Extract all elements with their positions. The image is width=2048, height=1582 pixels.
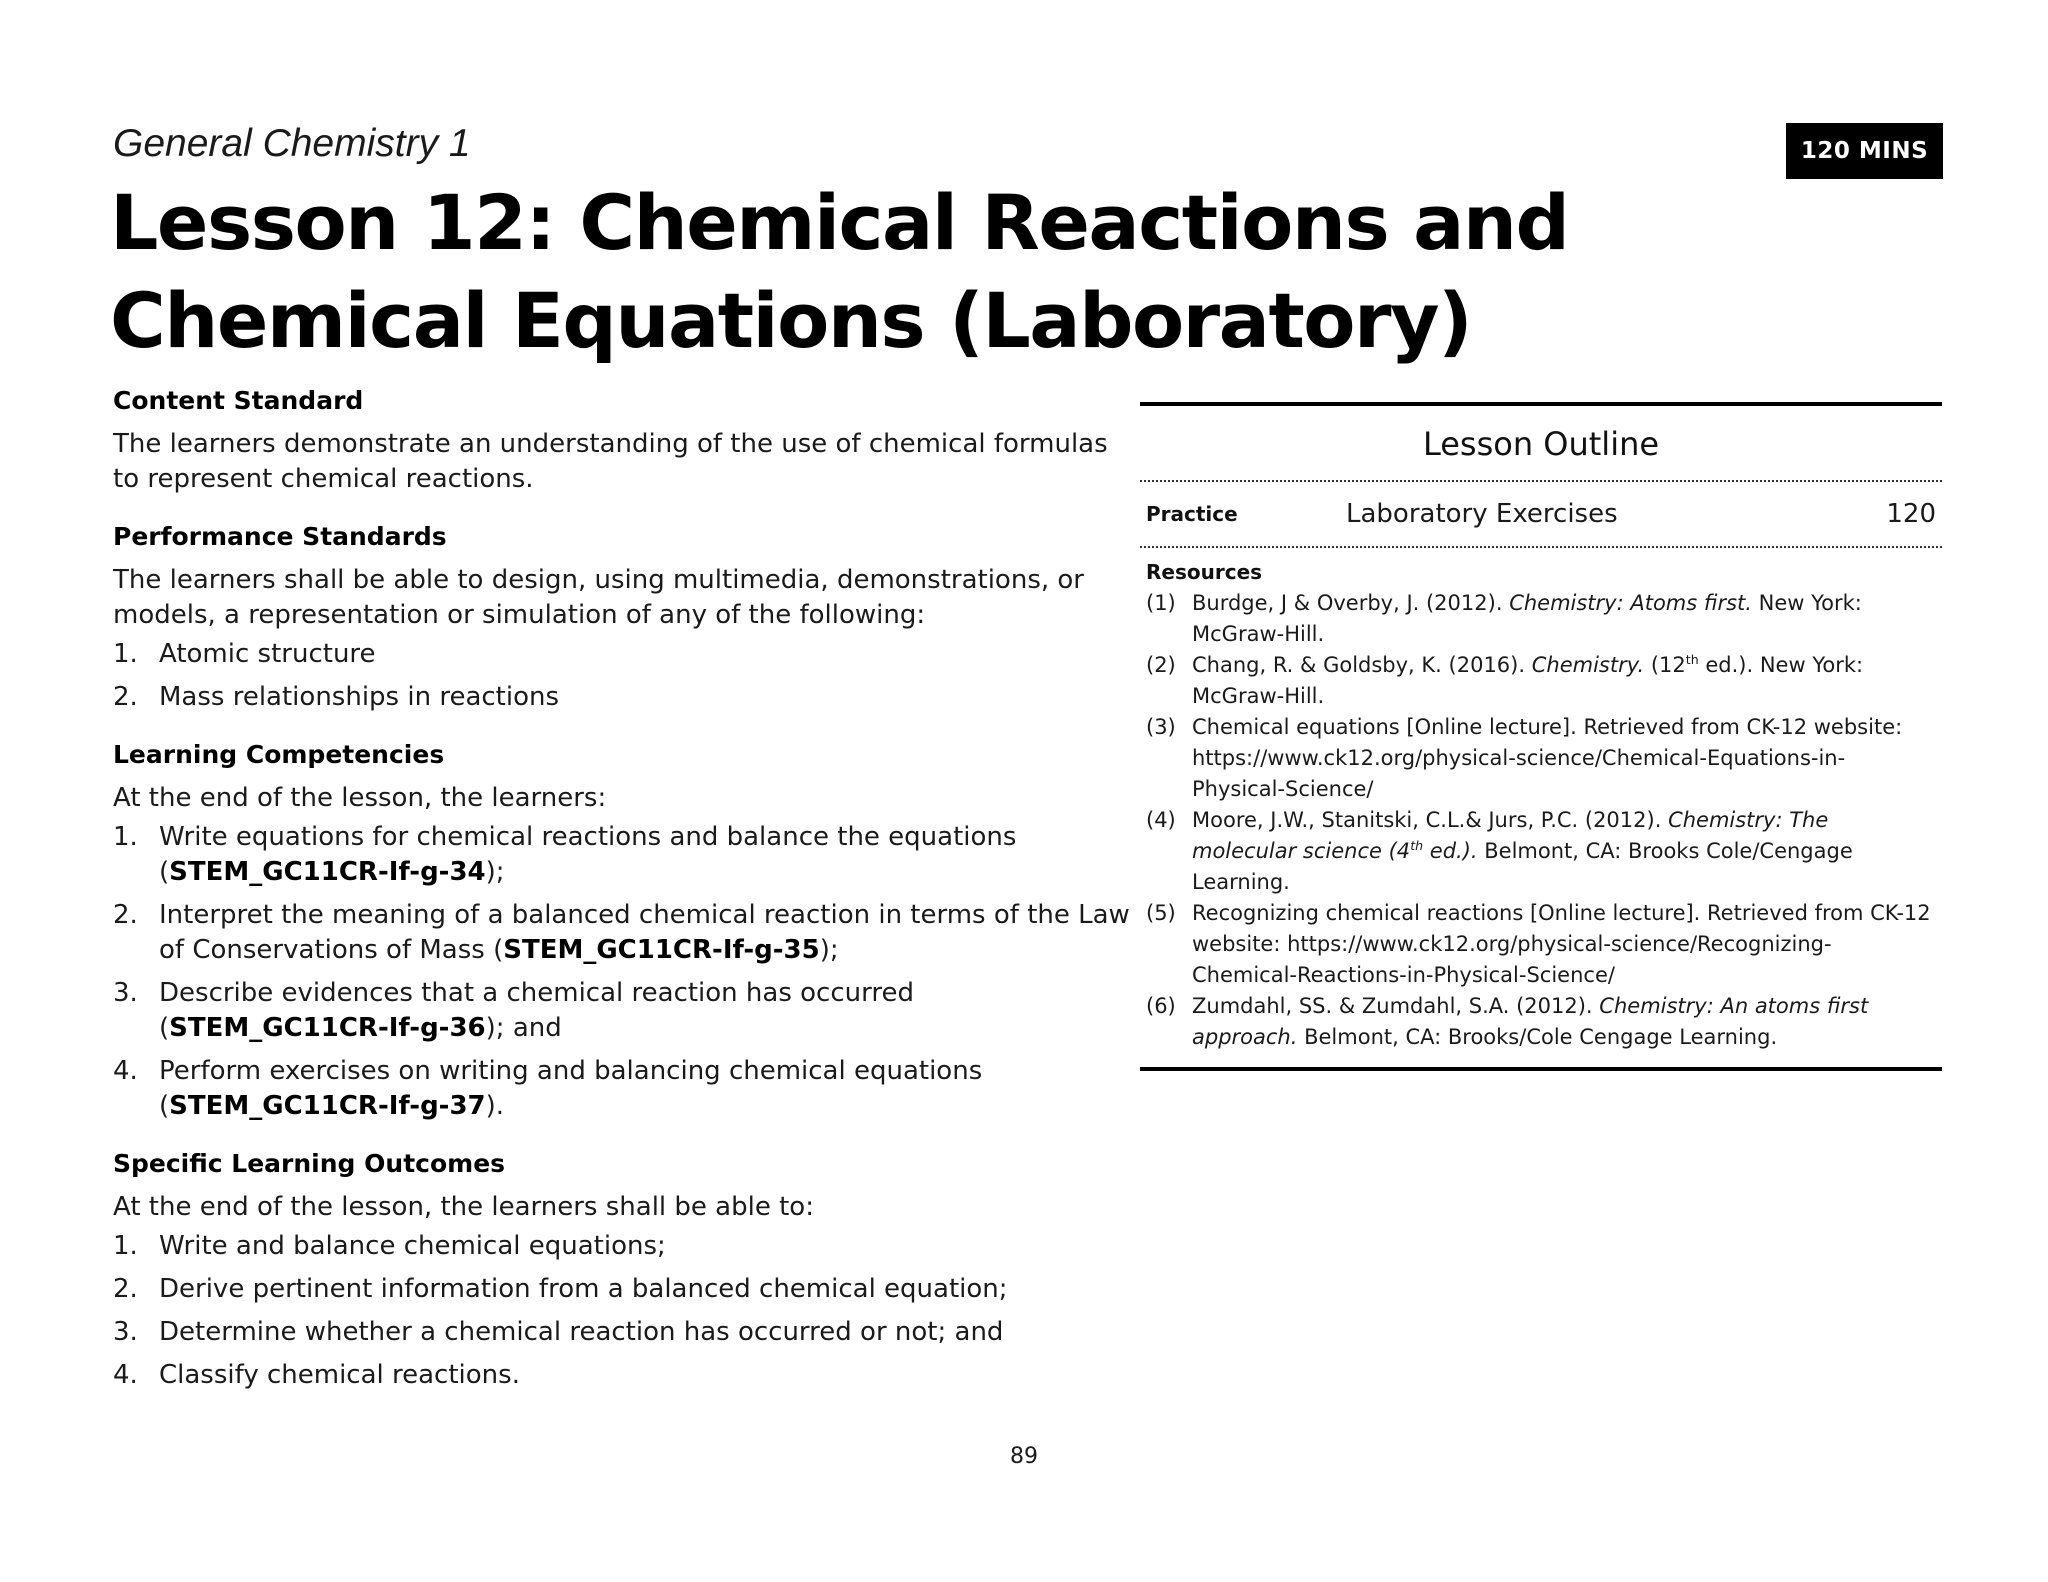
resource-number: (3) (1146, 715, 1176, 739)
performance-standards-heading: Performance Standards (113, 522, 447, 551)
content-standard-text: The learners demonstrate an understanding of the use of chemical formulas to represent chemical reactions. (113, 429, 1108, 494)
specific-outcomes-intro: At the end of the lesson, the learners shall be able to: (113, 1192, 814, 1222)
practice-label: Practice (1146, 502, 1238, 526)
list-item (113, 898, 1133, 968)
resources-section (1140, 548, 1942, 1067)
resources-list (1146, 588, 1936, 1053)
resource-text: Chang, R. & Goldsby, K. (2016). Chemistry. (12th ed.). New York: McGraw-Hill. (1192, 652, 1864, 708)
resource-item (1146, 588, 1936, 650)
list-number: 3. (113, 978, 138, 1008)
list-text: Describe evidences that a chemical reaction has occurred (STEM_GC11CR-If-g-36); and (159, 978, 914, 1043)
performance-standards-text: The learners shall be able to design, using multimedia, demonstrations, or models, a representation or simulation of any of the following: (113, 565, 1084, 630)
list-text: Write and balance chemical equations; (159, 1231, 666, 1261)
list-number: 1. (113, 822, 138, 852)
list-item (113, 1054, 1133, 1124)
list-text: Derive pertinent information from a balanced chemical equation; (159, 1274, 1008, 1304)
lesson-standards-column (113, 383, 1133, 1415)
practice-activity: Laboratory Exercises (1346, 499, 1618, 529)
resource-item (1146, 650, 1936, 712)
resource-item (1146, 805, 1936, 898)
list-text: Atomic structure (159, 639, 376, 669)
learning-competencies-section (113, 737, 1133, 1124)
content-standard-heading: Content Standard (113, 386, 364, 415)
resource-number: (4) (1146, 808, 1176, 832)
list-item (113, 1272, 1133, 1307)
resource-item (1146, 898, 1936, 991)
list-item (113, 1358, 1133, 1393)
list-number: 4. (113, 1056, 138, 1086)
list-item (113, 1315, 1133, 1350)
specific-outcomes-section (113, 1146, 1133, 1393)
resource-text: Zumdahl, SS. & Zumdahl, S.A. (2012). Chemistry: An atoms first approach. Belmont, CA: Brooks/Cole Cengage Learning. (1192, 994, 1869, 1049)
list-text: Write equations for chemical reactions and balance the equations (STEM_GC11CR-If-g-34); (159, 822, 1017, 887)
subject-label: General Chemistry 1 (113, 122, 471, 165)
list-item (113, 1229, 1133, 1264)
practice-minutes: 120 (1886, 499, 1936, 529)
list-text: Classify chemical reactions. (159, 1360, 520, 1390)
list-text: Determine whether a chemical reaction has occurred or not; and (159, 1317, 1004, 1347)
resource-number: (2) (1146, 653, 1176, 677)
competency-code: STEM_GC11CR-If-g-34 (169, 857, 486, 887)
resource-item (1146, 712, 1936, 805)
competency-code: STEM_GC11CR-If-g-37 (169, 1091, 486, 1121)
list-item (113, 680, 1133, 715)
resource-text: Moore, J.W., Stanitski, C.L.& Jurs, P.C. (2012). Chemistry: The molecular science (4th ed.). Belmont, CA: Brooks Cole/Cengage Learning. (1192, 808, 1853, 894)
content-standard-section (113, 383, 1133, 497)
lesson-outline-box (1140, 402, 1942, 1071)
competency-code: STEM_GC11CR-If-g-35 (503, 935, 820, 965)
resource-number: (5) (1146, 901, 1176, 925)
list-number: 2. (113, 1274, 138, 1304)
list-number: 2. (113, 900, 138, 930)
specific-outcomes-list (113, 1229, 1133, 1393)
resource-text: Recognizing chemical reactions [Online lecture]. Retrieved from CK-12 website: https://www.ck12.org/physical-science/Recognizing-Chemical-Reactions-in-Physical-Science/ (1192, 901, 1931, 987)
practice-row (1140, 482, 1942, 546)
learning-competencies-list (113, 820, 1133, 1124)
list-item (113, 976, 1133, 1046)
performance-standards-list (113, 637, 1133, 715)
resource-text: Chemical equations [Online lecture]. Retrieved from CK-12 website: https://www.ck12.org/physical-science/Chemical-Equations-in-Physical-Science/ (1192, 715, 1903, 801)
list-text: Interpret the meaning of a balanced chemical reaction in terms of the Law of Conservations of Mass (STEM_GC11CR-If-g-35); (159, 900, 1130, 965)
list-number: 1. (113, 1231, 138, 1261)
list-number: 1. (113, 639, 138, 669)
competency-code: STEM_GC11CR-If-g-36 (169, 1013, 486, 1043)
list-item (113, 820, 1133, 890)
list-number: 3. (113, 1317, 138, 1347)
resource-item (1146, 991, 1936, 1053)
resources-heading: Resources (1146, 560, 1263, 584)
duration-badge: 120 MINS (1786, 123, 1943, 179)
lesson-outline-heading: Lesson Outline (1422, 425, 1660, 463)
performance-standards-section (113, 519, 1133, 715)
resource-number: (1) (1146, 591, 1176, 615)
resource-text: Burdge, J & Overby, J. (2012). Chemistry: Atoms first. New York: McGraw-Hill. (1192, 591, 1862, 646)
list-text: Perform exercises on writing and balancing chemical equations (STEM_GC11CR-If-g-37). (159, 1056, 983, 1121)
list-number: 2. (113, 682, 138, 712)
learning-competencies-intro: At the end of the lesson, the learners: (113, 783, 607, 813)
page-number: 89 (1010, 1444, 1038, 1469)
learning-competencies-heading: Learning Competencies (113, 740, 445, 769)
list-number: 4. (113, 1360, 138, 1390)
list-item (113, 637, 1133, 672)
specific-outcomes-heading: Specific Learning Outcomes (113, 1149, 506, 1178)
lesson-title: Lesson 12: Chemical Reactions and Chemical Equations (Laboratory) (110, 178, 1569, 365)
list-text: Mass relationships in reactions (159, 682, 560, 712)
resource-number: (6) (1146, 994, 1176, 1018)
